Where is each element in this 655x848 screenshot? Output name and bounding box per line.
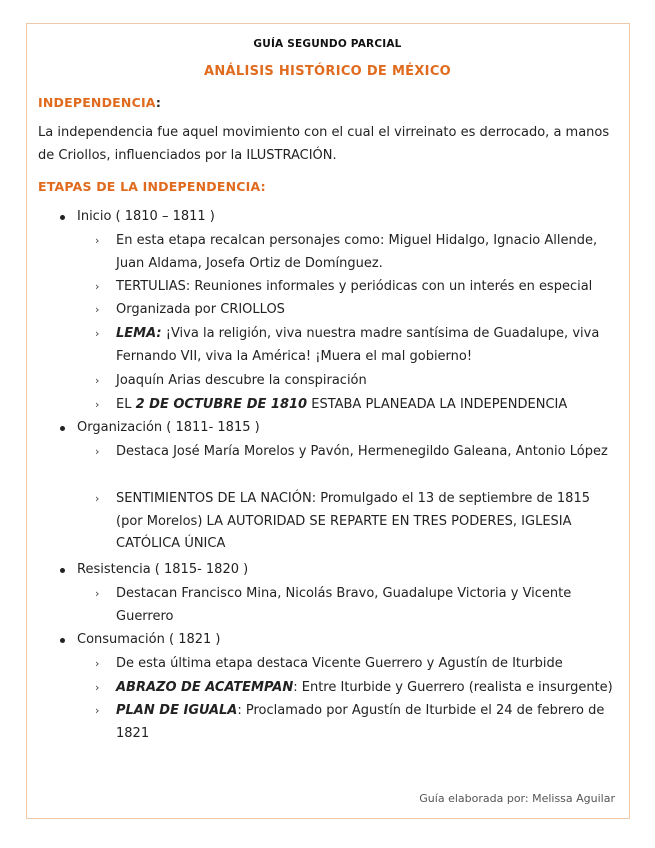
section-heading-etapas: ETAPAS DE LA INDEPENDENCIA: [38, 179, 266, 194]
list-item-text: De esta última etapa destaca Vicente Guerrero y Agustín de Iturbide [116, 656, 563, 671]
chevron-right-icon: › [95, 657, 100, 670]
list-item-text: En esta etapa recalcan personajes como: Miguel Hidalgo, Ignacio Allende, Juan Aldama, Josefa Ortiz de Domínguez. [116, 233, 598, 271]
section-heading-colon: : [155, 95, 162, 110]
chevron-right-icon: › [95, 681, 100, 694]
stage-label: Organización ( 1811- 1815 ) [77, 420, 260, 435]
bullet-icon [60, 568, 65, 573]
chevron-right-icon: › [95, 303, 100, 316]
list-item-text: Destaca José María Morelos y Pavón, Hermenegildo Galeana, Antonio López [116, 444, 608, 459]
list-item-text [116, 677, 614, 700]
list-item-rest: ESTABA PLANEADA LA INDEPENDENCIA [307, 397, 568, 412]
list-item-bold: ABRAZO DE ACATEMPAN [116, 680, 294, 695]
chevron-right-icon: › [95, 398, 100, 411]
document-subtitle: GUÍA SEGUNDO PARCIAL [253, 38, 402, 50]
chevron-right-icon: › [95, 374, 100, 387]
chevron-right-icon: › [95, 445, 100, 458]
list-item-text: TERTULIAS: Reuniones informales y periódicas con un interés en especial [116, 279, 593, 294]
list-item-bold: LEMA: [116, 326, 162, 341]
list-item-text: SENTIMIENTOS DE LA NACIÓN: Promulgado el 13 de septiembre de 1815 (por Morelos) LA AUTORIDAD SE REPARTE EN TRES PODERES, IGLESIA CATÓLICA ÚNICA [116, 491, 590, 551]
chevron-right-icon: › [95, 234, 100, 247]
intro-paragraph: La independencia fue aquel movimiento con el cual el virreinato es derrocado, a manos de Criollos, influenciados por la ILUSTRACIÓN. [38, 125, 610, 163]
list-item-text [116, 323, 614, 368]
chevron-right-icon: › [95, 587, 100, 600]
chevron-right-icon: › [95, 492, 100, 505]
bullet-icon [60, 638, 65, 643]
section-heading-independencia [38, 95, 161, 110]
stage-label: Inicio ( 1810 – 1811 ) [77, 209, 215, 224]
chevron-right-icon: › [95, 704, 100, 717]
list-item-bold: PLAN DE IGUALA [116, 703, 238, 718]
list-item-text [116, 394, 614, 417]
chevron-right-icon: › [95, 280, 100, 293]
list-item-text: Organizada por CRIOLLOS [116, 302, 285, 317]
stage-label: Consumación ( 1821 ) [77, 632, 221, 647]
list-item-text: Destacan Francisco Mina, Nicolás Bravo, Guadalupe Victoria y Vicente Guerrero [116, 586, 572, 624]
list-item-rest: ¡Viva la religión, viva nuestra madre santísima de Guadalupe, viva Fernando VII, viva la América! ¡Muera el mal gobierno! [116, 326, 600, 364]
section-heading-text: INDEPENDENCIA [38, 95, 156, 110]
list-item-rest: : Proclamado por Agustín de Iturbide el 24 de febrero de 1821 [116, 703, 605, 741]
bullet-icon [60, 426, 65, 431]
list-item-bold: 2 DE OCTUBRE DE 1810 [135, 397, 308, 412]
chevron-right-icon: › [95, 327, 100, 340]
stage-label: Resistencia ( 1815- 1820 ) [77, 562, 249, 577]
list-item-text: Joaquín Arias descubre la conspiración [116, 373, 367, 388]
list-item-text [116, 700, 614, 745]
list-item-rest: : Entre Iturbide y Guerrero (realista e insurgente) [293, 680, 613, 695]
list-item-pre: EL [116, 397, 136, 412]
footer-credit: Guía elaborada por: Melissa Aguilar [419, 792, 615, 805]
bullet-icon [60, 215, 65, 220]
document-title: ANÁLISIS HISTÓRICO DE MÉXICO [203, 64, 452, 79]
